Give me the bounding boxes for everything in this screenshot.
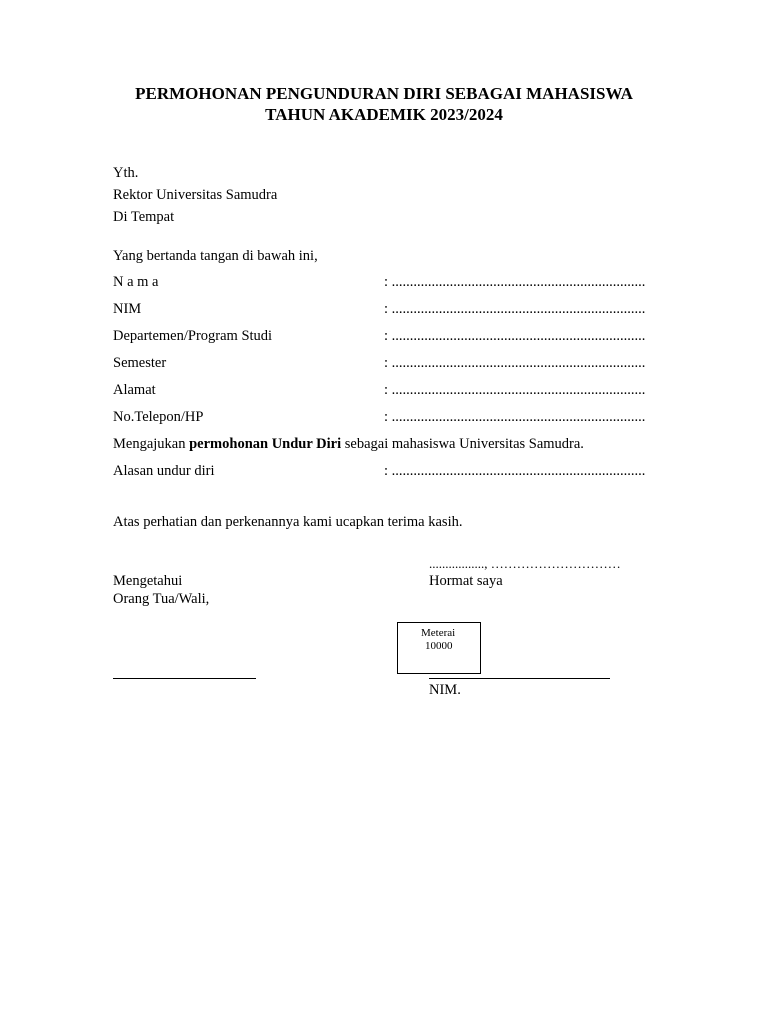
field-value-phone: : ......................................................................	[384, 409, 646, 425]
intro-text: Yang bertanda tangan di bawah ini,	[113, 248, 318, 264]
closing-text: Atas perhatian dan perkenannya kami ucapkan terima kasih.	[113, 514, 463, 530]
field-label-reason: Alasan undur diri	[113, 463, 215, 479]
place-date-line: ................., …………………………	[429, 556, 621, 571]
stamp-value: 10000	[425, 640, 453, 652]
recipient-place: Di Tempat	[113, 209, 175, 225]
request-prefix: Mengajukan	[113, 436, 190, 452]
field-value-nim: : ......................................................................	[384, 301, 646, 317]
right-signature-heading: Hormat saya	[429, 573, 503, 589]
field-label-address: Alamat	[113, 382, 156, 398]
field-value-semester: : ......................................................................	[384, 355, 646, 371]
recipient-salutation: Yth.	[113, 165, 139, 181]
right-signature-line	[429, 678, 610, 679]
nim-label: NIM.	[429, 682, 461, 698]
field-value-reason: : ......................................................................	[384, 463, 646, 479]
field-value-department: : ......................................................................	[384, 328, 646, 344]
field-label-nama: N a m a	[113, 274, 159, 290]
field-label-department: Departemen/Program Studi	[113, 328, 273, 344]
left-signature-heading: Mengetahui	[113, 573, 183, 589]
recipient-name: Rektor Universitas Samudra	[113, 187, 278, 203]
field-value-nama: : ......................................................................	[384, 274, 646, 290]
field-value-address: : ......................................................................	[384, 382, 646, 398]
field-label-semester: Semester	[113, 355, 167, 371]
request-bold: permohonan Undur Diri	[189, 436, 342, 452]
left-signature-line	[113, 678, 256, 679]
field-label-nim: NIM	[113, 301, 142, 317]
left-signature-role: Orang Tua/Wali,	[113, 591, 210, 607]
field-label-phone: No.Telepon/HP	[113, 409, 204, 425]
document-title-line-2: TAHUN AKADEMIK 2023/2024	[265, 105, 503, 124]
request-sentence	[113, 436, 584, 453]
request-suffix: sebagai mahasiswa Universitas Samudra.	[341, 436, 584, 452]
document-title-line-1: PERMOHONAN PENGUNDURAN DIRI SEBAGAI MAHASISWA	[135, 84, 633, 103]
stamp-label: Meterai	[421, 627, 456, 639]
